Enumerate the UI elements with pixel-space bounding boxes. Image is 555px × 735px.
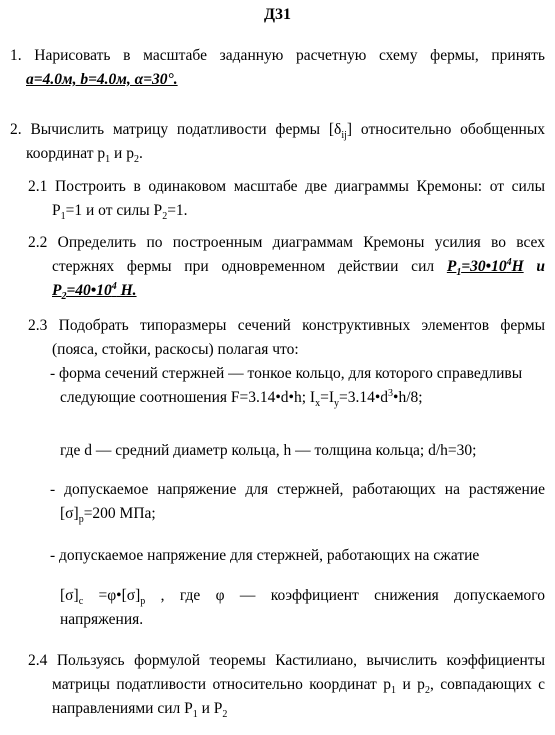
item-2-3-where	[60, 439, 545, 463]
page-title: Д31	[263, 6, 291, 23]
item-2-3-compression	[50, 544, 545, 568]
item-2-4	[28, 649, 545, 721]
item-2-3-line-9: $[\sigma]_c$ $=\varphi•[\sigma]_р$ , где φ — коэффициент снижения допускаемого	[60, 587, 545, 608]
item-2-4-line-2: матрицы податливости относительно координат $p_1$ и $p_2$, совпадающих с	[52, 676, 546, 697]
item-2-3-line-7: $[\sigma]_р=200$ МПа;	[60, 505, 156, 526]
item-2-3-line-2: (пояса, стойки, раскосы) полагая что:	[52, 341, 299, 358]
item-2-3-line-3: - форма сечений стержней — тонкое кольцо, для которого справедливы	[50, 365, 523, 382]
item-2-2-line-2: стержнях фермы при одновременном действии сил $P_1=30•10^4Н$ и	[52, 256, 545, 279]
item-1-line-1: 1. Нарисовать в масштабе заданную расчетную схему фермы, принять	[10, 47, 545, 64]
item-1-params: a=4.0м, b=4.0м, α=30°.	[26, 71, 178, 88]
item-2-line-1: 2. Вычислить матрицу податливости фермы $[\delta_{ij}]$ относительно обобщенных	[10, 121, 545, 142]
item-2	[10, 118, 545, 166]
item-2-4-line-1: 2.4 Пользуясь формулой теоремы Кастилиано, вычислить коэффициенты	[28, 652, 545, 669]
item-2-1-line-2: $P_1=1$ и от силы $P_2=1$.	[52, 202, 188, 223]
item-2-line-2: координат $p_1$ и $p_2$.	[26, 145, 143, 166]
item-1	[10, 44, 545, 92]
item-2-3-line-6: - допускаемое напряжение для стержней, работающих на растяжение	[50, 481, 545, 498]
item-2-3-tension	[50, 478, 545, 526]
item-2-3	[28, 314, 545, 410]
item-2-3-line-1: 2.3 Подобрать типоразмеры сечений конструктивных элементов фермы	[28, 317, 545, 334]
item-2-1	[28, 175, 545, 223]
item-2-2-line-3: $P_2=40•10^4$ Н.	[52, 280, 137, 303]
item-2-2-line-1: 2.2 Определить по построенным диаграммам Кремоны усилия во всех	[28, 234, 545, 251]
item-2-3-line-5: где d — средний диаметр кольца, h — толщина кольца; d/h=30;	[60, 442, 477, 459]
item-2-3-phi	[60, 584, 545, 632]
item-2-2	[28, 231, 545, 303]
item-2-3-line-8: - допускаемое напряжение для стержней, работающих на сжатие	[50, 547, 480, 564]
item-2-1-line-1: 2.1 Построить в одинаковом масштабе две диаграммы Кремоны: от силы	[28, 178, 545, 195]
item-2-3-line-4: следующие соотношения F=3.14•d•h; $I_x=I_y=3.14•d^3•h/8$;	[60, 387, 423, 410]
item-2-3-line-10: напряжения.	[60, 611, 144, 628]
item-2-4-line-3: направлениями сил $P_1$ и $P_2$	[52, 700, 228, 721]
